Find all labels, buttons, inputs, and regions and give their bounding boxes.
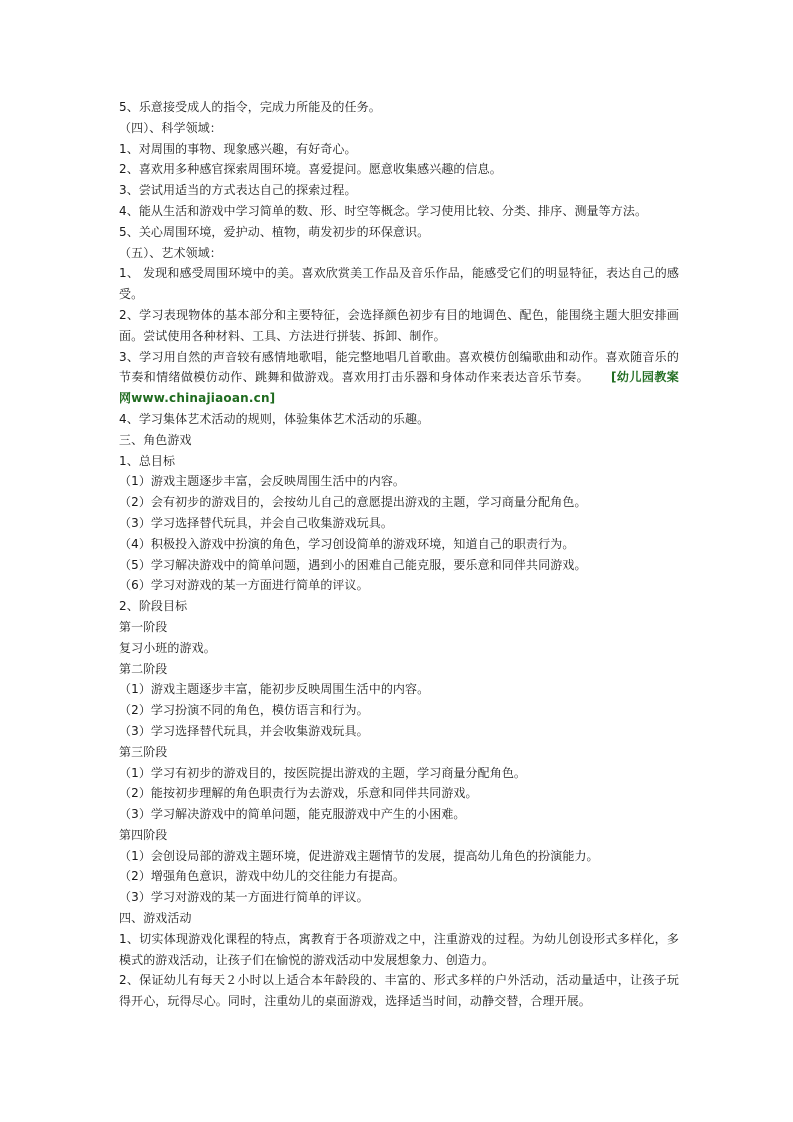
stage-heading: 第三阶段 [119, 744, 168, 759]
document-body [119, 97, 679, 1012]
stage-heading: 第四阶段 [119, 827, 168, 842]
stage-heading: 第二阶段 [119, 661, 168, 676]
text-paragraph: 2、保证幼儿有每天２小时以上适合本年龄段的、丰富的、形式多样的户外活动，活动量适中，让孩子玩得开心，玩得尽心。同时，注重幼儿的桌面游戏，选择适当时间，动静交替，合理开展。 [119, 973, 679, 1009]
text-paragraph [119, 347, 679, 409]
section-heading: 四、游戏活动 [119, 911, 192, 926]
text-paragraph: 2、学习表现物体的基本部分和主要特征，会选择颜色初步有目的地调色、配色，能围绕主题大胆安排画面。尝试使用各种材料、工具、方法进行拼装、拆卸、制作。 [119, 307, 679, 343]
text-line: 4、能从生活和游戏中学习简单的数、形、时空等概念。学习使用比较、分类、排序、测量等方法。 [119, 203, 648, 218]
section-heading: （五）、艺术领域： [119, 245, 222, 260]
text-line: （3）学习选择替代玩具，并会自己收集游戏玩具。 [119, 515, 393, 530]
text-line: （2）增强角色意识，游戏中幼儿的交往能力有提高。 [119, 869, 406, 884]
text-line: （3）学习对游戏的某一方面进行简单的评议。 [119, 890, 369, 905]
text-line: （6）学习对游戏的某一方面进行简单的评议。 [119, 578, 369, 593]
text-line: 5、乐意接受成人的指令，完成力所能及的任务。 [119, 100, 381, 114]
subsection-heading: 2、阶段目标 [119, 599, 188, 614]
text-line: （2）能按初步理解的角色职责行为去游戏，乐意和同伴共同游戏。 [119, 786, 478, 801]
text-line: （1）会创设局部的游戏主题环境，促进游戏主题情节的发展，提高幼儿角色的扮演能力。 [119, 848, 599, 863]
text-paragraph: 1、切实体现游戏化课程的特点，寓教育于各项游戏之中，注重游戏的过程。为幼儿创设形式多样化，多模式的游戏活动，让孩子们在愉悦的游戏活动中发展想象力、创造力。 [119, 931, 679, 967]
text-line: （5）学习解决游戏中的简单问题，遇到小的困难自己能克服，要乐意和同伴共同游戏。 [119, 557, 587, 572]
text-line: （2）学习扮演不同的角色，模仿语言和行为。 [119, 703, 369, 718]
text-line: （1）学习有初步的游戏目的，按医院提出游戏的主题，学习商量分配角色。 [119, 765, 527, 780]
text-line: 复习小班的游戏。 [119, 640, 216, 655]
text-line: 4、学习集体艺术活动的规则，体验集体艺术活动的乐趣。 [119, 411, 430, 426]
section-heading: 三、角色游戏 [119, 432, 192, 447]
text-line: 2、喜欢用多种感官探索周围环境。喜爱提问。愿意收集感兴趣的信息。 [119, 162, 502, 177]
section-heading: （四）、科学领域： [119, 120, 222, 135]
text-paragraph: 1、 发现和感受周围环境中的美。喜欢欣赏美工作品及音乐作品，能感受它们的明显特征，表达自己的感受。 [119, 266, 679, 302]
text-line: （4）积极投入游戏中扮演的角色，学习创设简单的游戏环境，知道自己的职责行为。 [119, 536, 575, 551]
source-watermark: [幼儿园教案网www.chinajiaoan.cn] [119, 370, 679, 406]
paragraph-text: 3、学习用自然的声音较有感情地歌唱，能完整地唱几首歌曲。喜欢模仿创编歌曲和动作。喜欢随音乐的节奏和情绪做模仿动作、跳舞和做游戏。喜欢用打击乐器和身体动作来表达音乐节奏。 [119, 349, 679, 385]
text-line: （2）会有初步的游戏目的，会按幼儿自己的意愿提出游戏的主题，学习商量分配角色。 [119, 495, 587, 510]
text-line: （1）游戏主题逐步丰富，会反映周围生活中的内容。 [119, 474, 406, 489]
text-line: 1、对周围的事物、现象感兴趣，有好奇心。 [119, 141, 357, 156]
text-line: 3、尝试用适当的方式表达自己的探索过程。 [119, 183, 357, 198]
text-line: （3）学习解决游戏中的简单问题，能克服游戏中产生的小困难。 [119, 807, 466, 822]
text-line: （1）游戏主题逐步丰富，能初步反映周围生活中的内容。 [119, 682, 430, 697]
stage-heading: 第一阶段 [119, 619, 168, 634]
subsection-heading: 1、总目标 [119, 453, 176, 468]
text-line: （3）学习选择替代玩具，并会收集游戏玩具。 [119, 723, 369, 738]
text-line: 5、关心周围环境，爱护动、植物，萌发初步的环保意识。 [119, 224, 430, 239]
